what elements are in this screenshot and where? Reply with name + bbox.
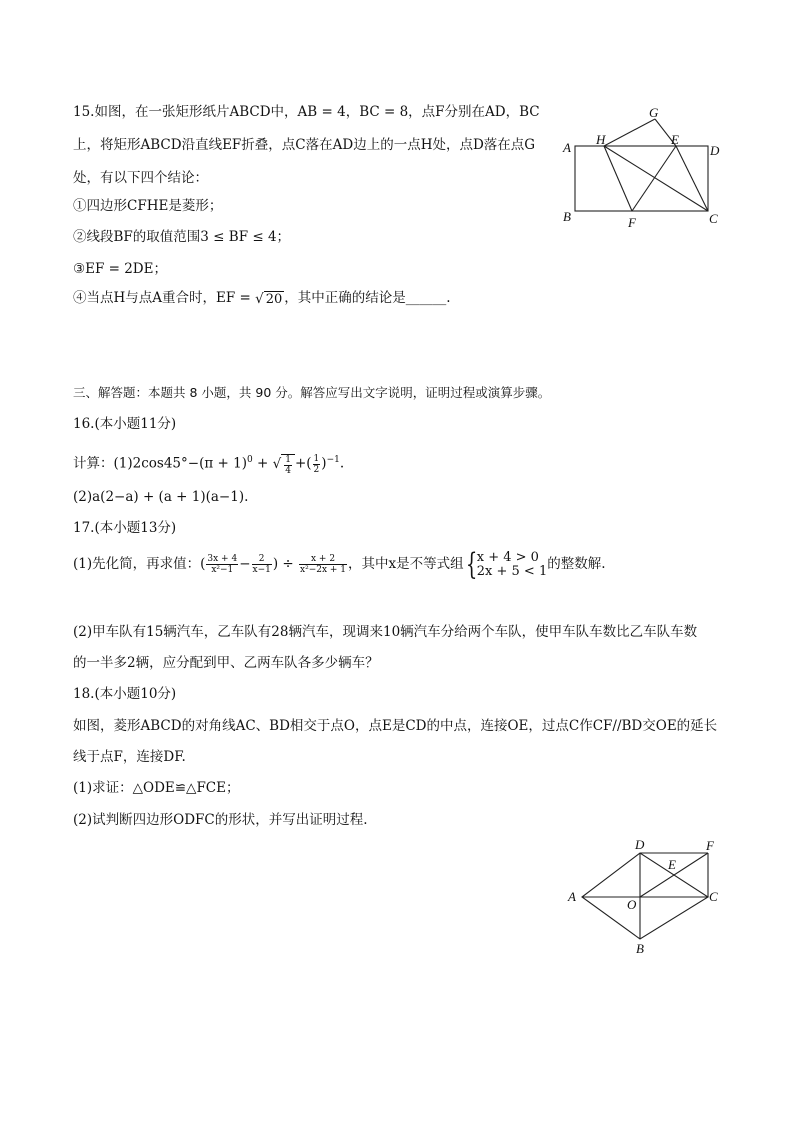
label-a: A [563, 140, 571, 155]
q17-minus: − [239, 556, 251, 572]
q17-p1-text-b: ，其中x是不等式组 [348, 556, 464, 572]
segment-hg [604, 119, 655, 146]
q17-p1-text-c: 的整数解. [547, 556, 606, 572]
sqrt-20: √ 20 [255, 290, 283, 307]
q15-conclusion-3: ③EF = 2DE； [73, 261, 167, 277]
q18-part-1: (1)求证：△ODE≌△FCE； [73, 780, 240, 796]
q16-p1-text-b: + [252, 455, 273, 472]
q18-rhombus-figure [560, 835, 740, 960]
q15-rectangle-figure [560, 105, 740, 235]
sqrt-quarter: √ $\frac{1}{4}$ [273, 451, 295, 477]
segment-hf [604, 146, 632, 211]
frac-3x4: $\frac{3x + 4}{\text{x²−1}}$ [207, 554, 238, 575]
inequality-system [477, 551, 547, 579]
q17-part-1 [73, 548, 606, 580]
segment-ef [632, 146, 676, 211]
q15-line-1: 15.如图，在一张矩形纸片ABCD中，AB = 4，BC = 8，点F分别在AD，BC [73, 104, 540, 120]
q15-c4-post: ，其中正确的结论是______. [284, 290, 451, 306]
inequality-2: 2x + 5 < 1 [476, 563, 548, 579]
label-d: D [635, 837, 645, 852]
q18-title: 18.(本小题10分) [73, 686, 177, 702]
q17-p1-text-a: (1)先化简，再求值：( [73, 556, 206, 572]
frac-2-x1: $\frac{2}{x-1}$ [252, 554, 271, 575]
q16-part-1 [73, 447, 344, 477]
q16-part-2: (2)a(2−a) + (a + 1)(a−1). [73, 489, 249, 505]
q16-exp-0: 0 [246, 455, 253, 465]
q17-divide: ) ÷ [272, 556, 299, 572]
q16-p1-text-c: +( [294, 455, 312, 472]
q16-p1-text-a: 计算：(1)2cos45°−(π + 1) [73, 455, 247, 472]
q15-conclusion-1: ①四边形CFHE是菱形； [73, 198, 223, 214]
label-h: H [596, 132, 606, 147]
frac-1-2: $\frac{1}{2}$ [313, 453, 320, 475]
label-d: D [710, 143, 720, 158]
frac-1-4: $\frac{1}{4}$ [285, 455, 291, 476]
label-c: C [709, 889, 718, 904]
q15-conclusion-4 [73, 288, 451, 309]
rhombus-abcd [582, 853, 708, 939]
q17-part-2-line-2: 的一半多2辆，应分配到甲、乙两车队各多少辆车？ [73, 655, 379, 671]
label-o: O [627, 897, 637, 912]
q18-line-2: 线于点F，连接DF. [73, 749, 186, 765]
label-a: A [568, 889, 576, 904]
q18-line-1: 如图，菱形ABCD的对角线AC、BD相交于点O，点E是CD的中点，连接OE，过点C作CF//BD交OE的延长 [73, 718, 718, 734]
q15-line-3: 处，有以下四个结论： [73, 170, 208, 186]
q15-conclusion-2: ②线段BF的取值范围3 ≤ BF ≤ 4； [73, 229, 291, 245]
label-e: E [668, 857, 676, 872]
label-g: G [649, 105, 659, 120]
section-3-heading: 三、解答题：本题共 8 小题，共 90 分。解答应写出文字说明，证明过程或演算步骤。 [73, 385, 551, 400]
label-f: F [706, 838, 714, 853]
label-e: E [671, 132, 679, 147]
q15-line-2: 上，将矩形ABCD沿直线EF折叠，点C落在AD边上的一点H处，点D落在点G [73, 137, 536, 153]
label-b: B [563, 209, 571, 224]
label-c: C [709, 211, 718, 226]
q16-exp-neg1: −1 [326, 455, 340, 465]
q15-c4-pre: ④当点H与点A重合时，EF = [73, 290, 256, 306]
frac-x2: $\frac{x + 2}{\text{x²−2x + 1}}$ [300, 554, 347, 575]
q16-p1-text-e: . [339, 455, 345, 472]
label-b: B [636, 941, 644, 956]
inequality-1: x + 4 > 0 [476, 549, 539, 565]
q18-part-2: (2)试判断四边形ODFC的形状，并写出证明过程. [73, 812, 368, 828]
q16-title: 16.(本小题11分) [73, 416, 177, 432]
q16-p1-text-d: ) [321, 455, 327, 472]
system-brace: { [465, 546, 477, 582]
q17-title: 17.(本小题13分) [73, 520, 177, 536]
label-f: F [628, 215, 636, 230]
rectangle-abcd [575, 146, 708, 211]
q17-part-2-line-1: (2)甲车队有15辆汽车，乙车队有28辆汽车，现调来10辆汽车分给两个车队，使甲车队车数比乙车队车数 [73, 624, 698, 640]
